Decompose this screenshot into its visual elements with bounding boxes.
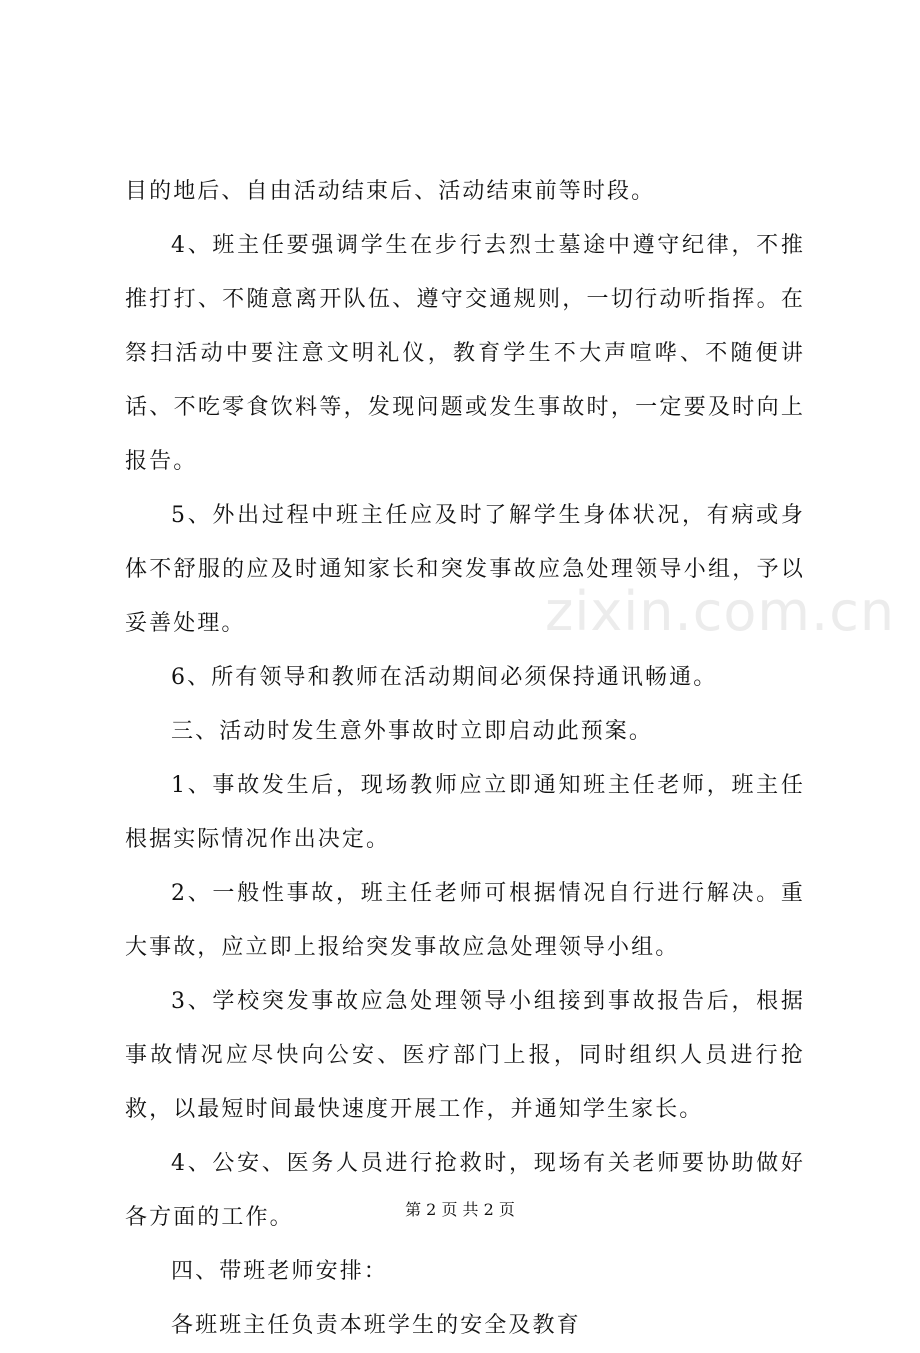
watermark: zixin.com.cn (545, 580, 896, 643)
paragraph-assignment: 各班班主任负责本班学生的安全及教育 (171, 1313, 581, 1338)
section-heading-3: 三、活动时发生意外事故时立即启动此预案。 (171, 719, 654, 744)
paragraph-step-3: 3、学校突发事故应急处理领导小组接到事故报告后，根据事故情况应尽快向公安、医疗部门上报，同时组织人员进行抢救，以最短时间最快速度开展工作，并通知学生家长。 (125, 989, 805, 1122)
paragraph-continuation: 目的地后、自由活动结束后、活动结束前等时段。 (125, 179, 656, 204)
page-footer (0, 1198, 920, 1222)
paragraph-item-4: 4、班主任要强调学生在步行去烈士墓途中遵守纪律，不推推打打、不随意离开队伍、遵守交通规则，一切行动听指挥。在祭扫活动中要注意文明礼仪，教育学生不大声喧哗、不随便讲话、不吃零食饮料等，发现问题或发生事故时，一定要及时向上报告。 (125, 233, 805, 474)
section-heading-4: 四、带班老师安排： (171, 1259, 388, 1284)
paragraph-item-5: 5、外出过程中班主任应及时了解学生身体状况，有病或身体不舒服的应及时通知家长和突发事故应急处理领导小组，予以妥善处理。 (125, 503, 805, 636)
paragraph-item-6: 6、所有领导和教师在活动期间必须保持通讯畅通。 (171, 665, 718, 690)
paragraph-step-2: 2、一般性事故，班主任老师可根据情况自行进行解决。重大事故，应立即上报给突发事故应急处理领导小组。 (125, 881, 805, 960)
document-body (125, 165, 805, 1353)
page-number-label: 第 2 页 共 2 页 (405, 1200, 515, 1219)
paragraph-step-4: 4、公安、医务人员进行抢救时，现场有关老师要协助做好各方面的工作。 (125, 1151, 805, 1230)
paragraph-step-1: 1、事故发生后，现场教师应立即通知班主任老师，班主任根据实际情况作出决定。 (125, 773, 805, 852)
